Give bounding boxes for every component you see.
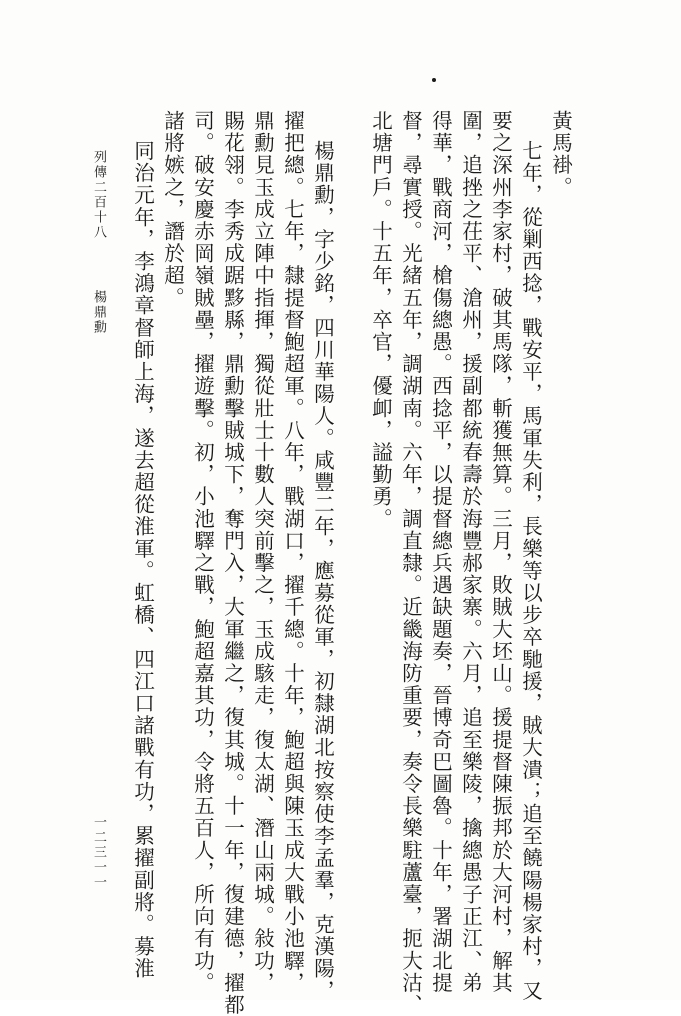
text-column-14: 同治元年，李鴻章督師上海，遂去超從淮軍。虹橋、四江口諸戰有功，累擢副將。募淮 — [130, 140, 155, 980]
text-column-3: 要之深州李家村，破其馬隊，斬獲無算。三月，敗賊大坯山。援提督陳振邦於大河村，解其 — [488, 110, 513, 994]
ink-dot — [432, 78, 436, 82]
text-column-13: 諸將嫉之，譖於超。 — [160, 110, 185, 309]
text-column-1: 黃馬褂。 — [548, 110, 573, 199]
text-column-6: 督，尋實授。光緒五年，調湖南。六年，調直隸。近畿海防重要，奏令長樂駐蘆臺，扼大沽、 — [398, 110, 423, 1016]
text-column-2: 七年，從剿西捻，戰安平，馬軍失利，長樂等以步卒馳援，賊大潰；追至饒陽楊家村，又 — [518, 140, 543, 1002]
subject-label: 楊鼎勳 — [91, 290, 106, 335]
page-number: 一二三一一 — [91, 815, 106, 890]
text-column-10: 鼎勳見玉成立陣中指揮，獨從壯士十數人突前擊之，玉成駭走，復太湖、潛山兩城。敍功， — [250, 110, 275, 994]
text-column-4: 圍，追挫之茌平、滄州，援副都統春壽於海豐郝家寨。六月，追至樂陵，擒總愚子正江、弟 — [458, 110, 483, 994]
text-column-5: 得華，戰商河，槍傷總愚。西捻平，以提督總兵遇缺題奏，晉博奇巴圖魯。十年，署湖北提 — [428, 110, 453, 994]
text-column-12: 司。破安慶赤岡嶺賊壘，擢遊擊。初，小池驛之戰，鮑超嘉其功，令將五百人，所向有功。 — [190, 110, 215, 994]
text-column-7: 北塘門戶。十五年，卒官，優卹，謚勤勇。 — [368, 110, 393, 530]
text-column-11: 賜花翎。李秀成踞黟縣，鼎勳擊賊城下，奪門入，大軍繼之，復其城。十一年，復建德，擢都 — [220, 110, 245, 1016]
text-column-8: 楊鼎勳，字少銘，四川華陽人。咸豐二年，應募從軍，初隸湖北按察使李孟羣，克漢陽， — [310, 140, 335, 1002]
text-column-9: 擢把總。七年，隸提督鮑超軍。八年，戰湖口，擢千總。十年，鮑超與陳玉成大戰小池驛， — [280, 110, 305, 994]
chapter-label: 列傳二百十八 — [91, 150, 106, 240]
